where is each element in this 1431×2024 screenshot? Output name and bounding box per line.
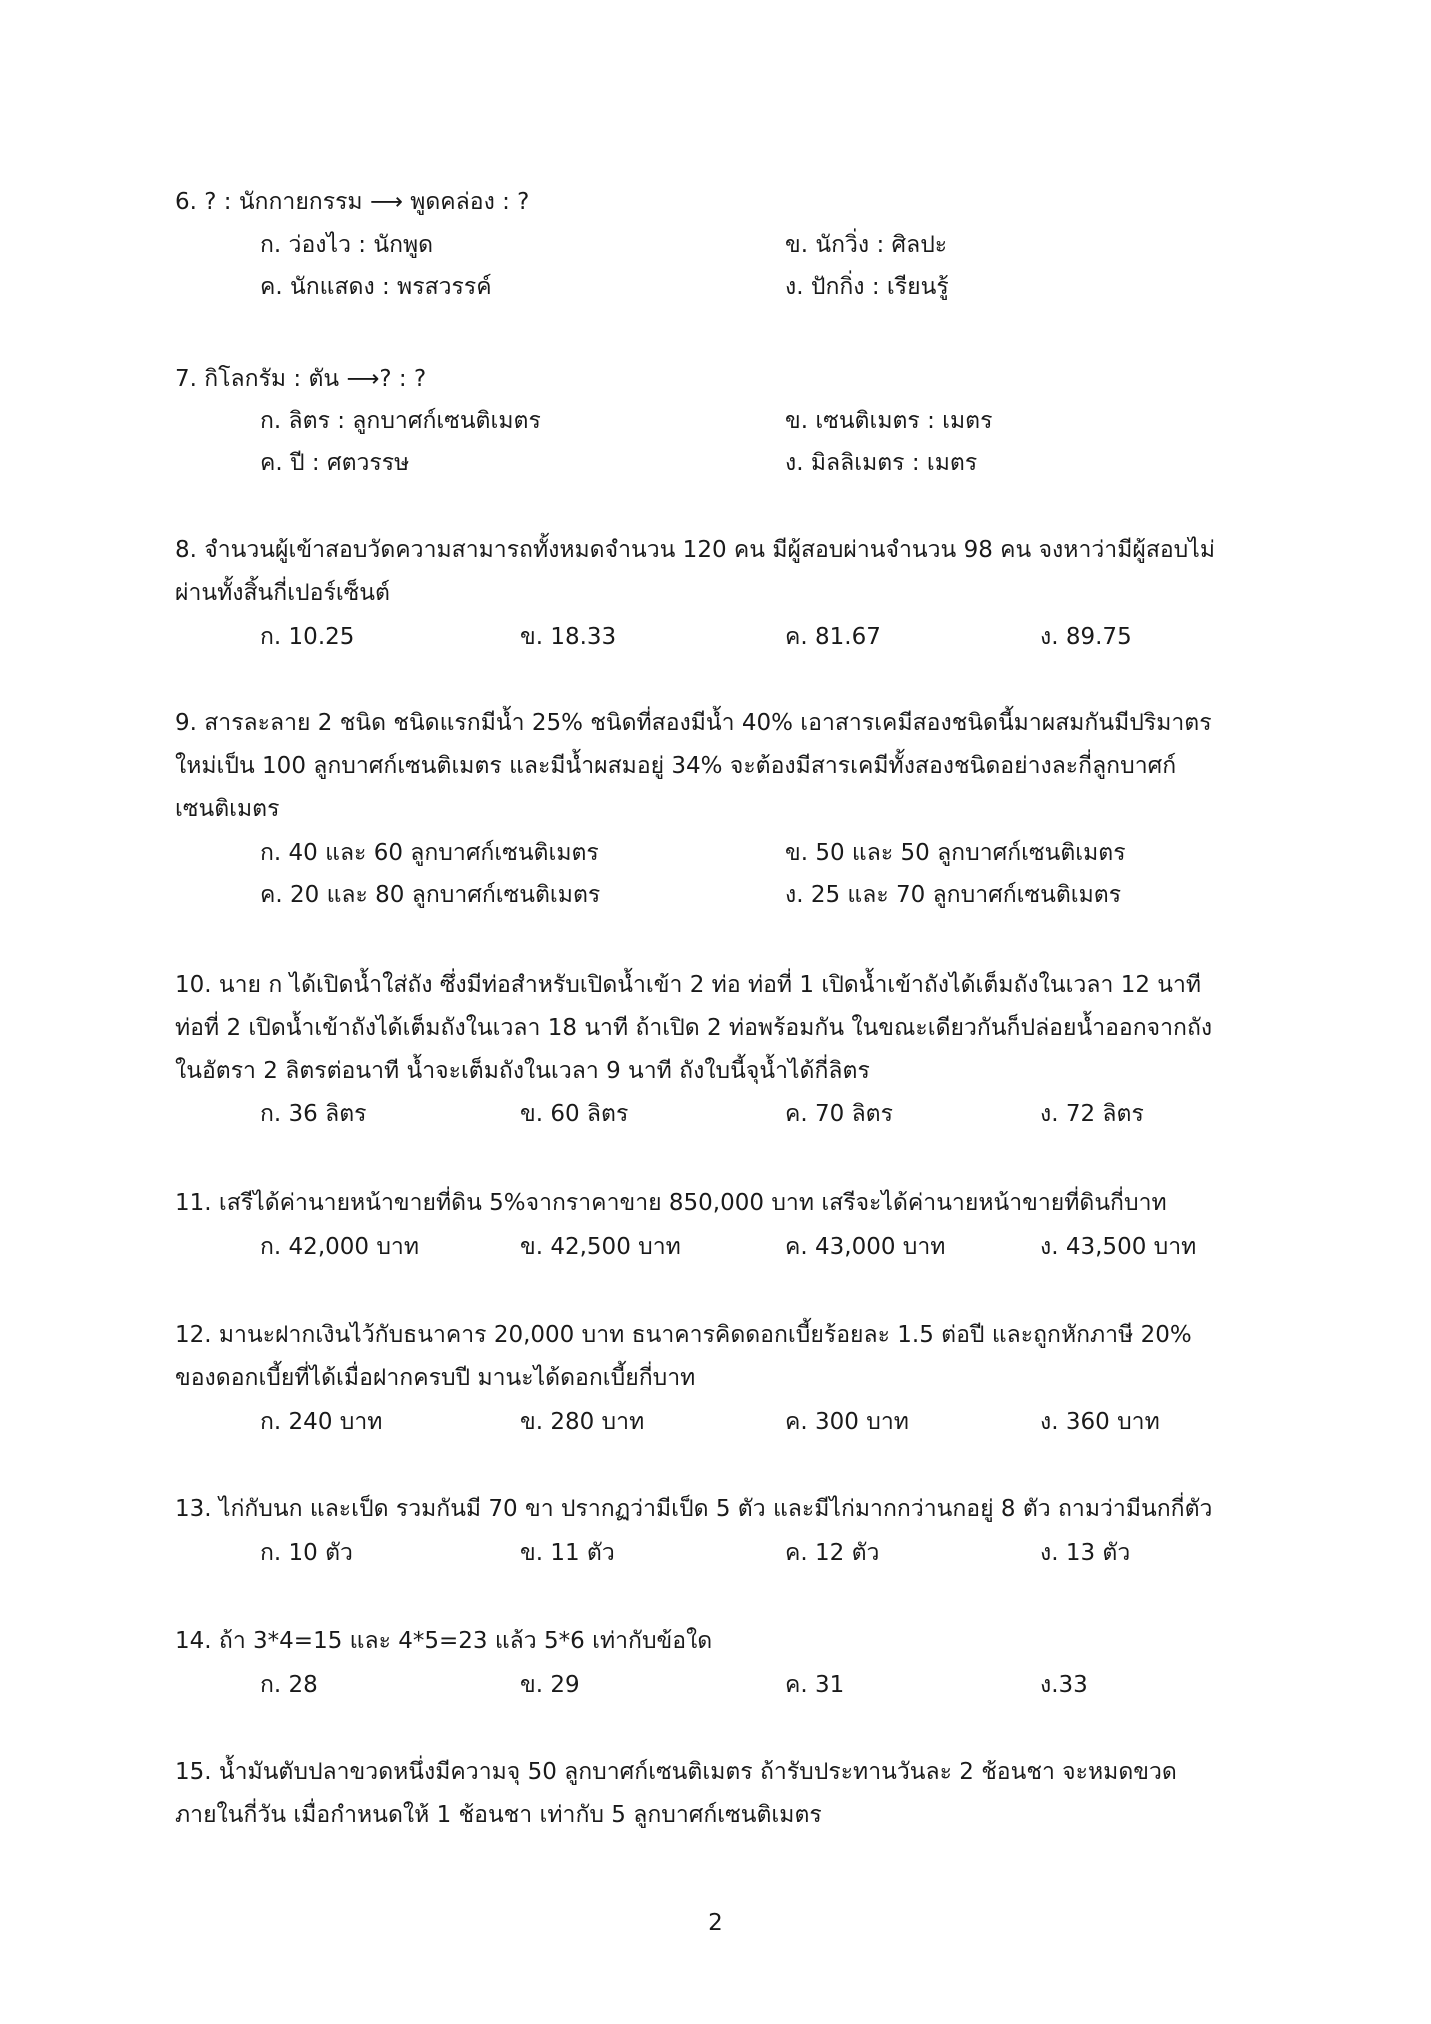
question-8-stem-line-1: 8. จำนวนผู้เข้าสอบวัดความสามารถทั้งหมดจำนวน 120 คน มีผู้สอบผ่านจำนวน 98 คน จงหาว่ามีผู้สอบไม่: [175, 537, 1216, 563]
question-14-option-c: ค. 31: [785, 1672, 845, 1698]
question-14-option-d: ง.33: [1040, 1672, 1088, 1698]
question-10-option-b: ข. 60 ลิตร: [520, 1101, 629, 1127]
question-12-option-d: ง. 360 บาท: [1040, 1409, 1160, 1435]
question-15-stem-line-1: 15. น้ำมันตับปลาขวดหนึ่งมีความจุ 50 ลูกบาศก์เซนติเมตร ถ้ารับประทานวันละ 2 ช้อนชา จะหมดขวด: [175, 1759, 1177, 1785]
page-number: 2: [708, 1910, 723, 1936]
question-7-option-d: ง. มิลลิเมตร : เมตร: [785, 450, 978, 476]
question-11-option-c: ค. 43,000 บาท: [785, 1234, 946, 1260]
question-6-option-b: ข. นักวิ่ง : ศิลปะ: [785, 232, 948, 258]
question-9-option-d: ง. 25 และ 70 ลูกบาศก์เซนติเมตร: [785, 882, 1122, 908]
question-7-stem: 7. กิโลกรัม : ตัน ⟶? : ?: [175, 366, 427, 392]
question-9-option-c: ค. 20 และ 80 ลูกบาศก์เซนติเมตร: [260, 882, 601, 908]
question-10-option-d: ง. 72 ลิตร: [1040, 1101, 1144, 1127]
question-12-option-c: ค. 300 บาท: [785, 1409, 909, 1435]
question-15-stem-line-2: ภายในกี่วัน เมื่อกำหนดให้ 1 ช้อนชา เท่ากับ 5 ลูกบาศก์เซนติเมตร: [175, 1802, 822, 1828]
question-6-option-c: ค. นักแสดง : พรสวรรค์: [260, 274, 492, 300]
question-13-option-b: ข. 11 ตัว: [520, 1540, 615, 1566]
question-8-option-b: ข. 18.33: [520, 624, 617, 650]
question-12-stem-line-1: 12. มานะฝากเงินไว้กับธนาคาร 20,000 บาท ธนาคารคิดดอกเบี้ยร้อยละ 1.5 ต่อปี และถูกหักภาษี 20%: [175, 1322, 1192, 1348]
question-11-option-a: ก. 42,000 บาท: [260, 1234, 420, 1260]
question-13-option-a: ก. 10 ตัว: [260, 1540, 353, 1566]
question-11-option-b: ข. 42,500 บาท: [520, 1234, 681, 1260]
question-9-stem-line-1: 9. สารละลาย 2 ชนิด ชนิดแรกมีน้ำ 25% ชนิดที่สองมีน้ำ 40% เอาสารเคมีสองชนิดนี้มาผสมกันมีปริมาตร: [175, 710, 1212, 736]
question-11-option-d: ง. 43,500 บาท: [1040, 1234, 1197, 1260]
question-7-option-b: ข. เซนติเมตร : เมตร: [785, 408, 993, 434]
question-10-option-a: ก. 36 ลิตร: [260, 1101, 367, 1127]
question-12-option-a: ก. 240 บาท: [260, 1409, 383, 1435]
question-6-option-a: ก. ว่องไว : นักพูด: [260, 232, 434, 258]
question-10-stem-line-3: ในอัตรา 2 ลิตรต่อนาที น้ำจะเต็มถังในเวลา 9 นาที ถังใบนี้จุน้ำได้กี่ลิตร: [175, 1058, 870, 1084]
question-10-option-c: ค. 70 ลิตร: [785, 1101, 893, 1127]
question-14-stem: 14. ถ้า 3*4=15 และ 4*5=23 แล้ว 5*6 เท่ากับข้อใด: [175, 1628, 713, 1654]
question-8-stem-line-2: ผ่านทั้งสิ้นกี่เปอร์เซ็นต์: [175, 580, 390, 606]
question-8-option-a: ก. 10.25: [260, 624, 355, 650]
question-9-option-b: ข. 50 และ 50 ลูกบาศก์เซนติเมตร: [785, 840, 1126, 866]
question-9-stem-line-2: ใหม่เป็น 100 ลูกบาศก์เซนติเมตร และมีน้ำผสมอยู่ 34% จะต้องมีสารเคมีทั้งสองชนิดอย่างละกี่ลูกบาศก์: [175, 753, 1177, 779]
question-14-option-a: ก. 28: [260, 1672, 318, 1698]
question-6-option-d: ง. ปักกิ่ง : เรียนรู้: [785, 274, 949, 300]
question-12-stem-line-2: ของดอกเบี้ยที่ได้เมื่อฝากครบปี มานะได้ดอกเบี้ยกี่บาท: [175, 1365, 696, 1391]
question-9-stem-line-3: เซนติเมตร: [175, 796, 280, 822]
question-8-option-d: ง. 89.75: [1040, 624, 1132, 650]
question-8-option-c: ค. 81.67: [785, 624, 881, 650]
question-14-option-b: ข. 29: [520, 1672, 580, 1698]
question-10-stem-line-1: 10. นาย ก ได้เปิดน้ำใส่ถัง ซึ่งมีท่อสำหรับเปิดน้ำเข้า 2 ท่อ ท่อที่ 1 เปิดน้ำเข้าถังได้เต็มถังในเวลา 12 นาที: [175, 972, 1202, 998]
question-11-stem: 11. เสรีได้ค่านายหน้าขายที่ดิน 5%จากราคาขาย 850,000 บาท เสรีจะได้ค่านายหน้าขายที่ดินกี่บาท: [175, 1190, 1167, 1216]
question-13-stem: 13. ไก่กับนก และเป็ด รวมกันมี 70 ขา ปรากฏว่ามีเป็ด 5 ตัว และมีไก่มากกว่านกอยู่ 8 ตัว ถามว่ามีนกกี่ตัว: [175, 1496, 1213, 1522]
question-7-option-a: ก. ลิตร : ลูกบาศก์เซนติเมตร: [260, 408, 541, 434]
question-7-option-c: ค. ปี : ศตวรรษ: [260, 450, 410, 476]
question-9-option-a: ก. 40 และ 60 ลูกบาศก์เซนติเมตร: [260, 840, 599, 866]
question-13-option-d: ง. 13 ตัว: [1040, 1540, 1131, 1566]
question-10-stem-line-2: ท่อที่ 2 เปิดน้ำเข้าถังได้เต็มถังในเวลา 18 นาที ถ้าเปิด 2 ท่อพร้อมกัน ในขณะเดียวกันก็ปล่อยน้ำออกจากถัง: [175, 1015, 1213, 1041]
question-12-option-b: ข. 280 บาท: [520, 1409, 645, 1435]
question-13-option-c: ค. 12 ตัว: [785, 1540, 880, 1566]
question-6-stem: 6. ? : นักกายกรรม ⟶ พูดคล่อง : ?: [175, 189, 530, 215]
